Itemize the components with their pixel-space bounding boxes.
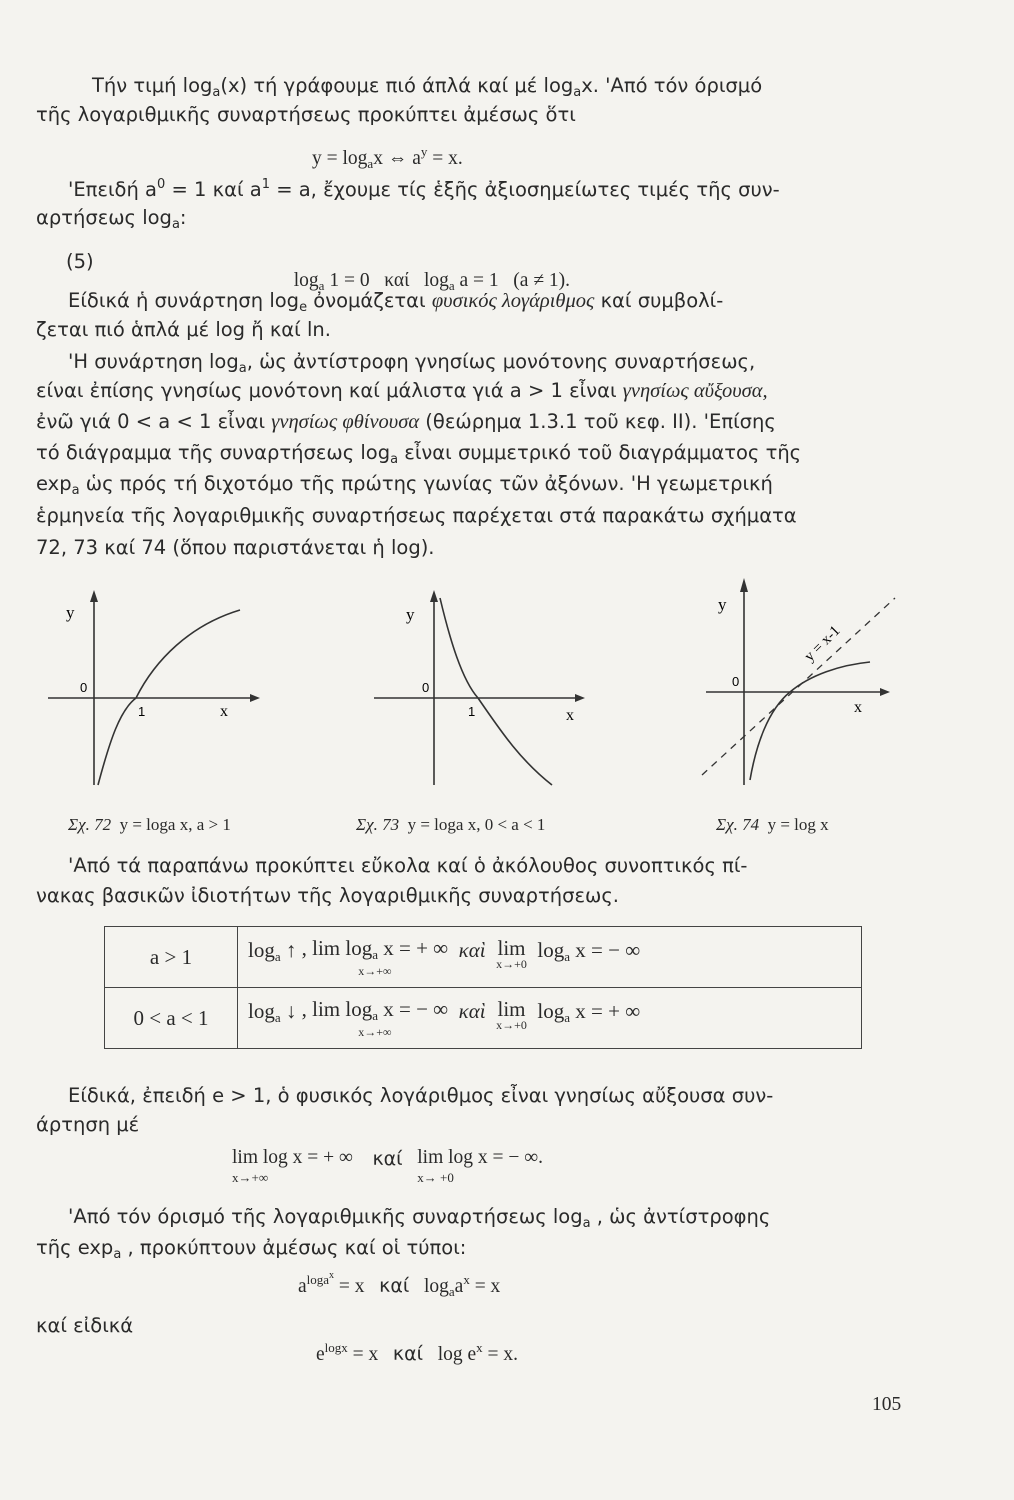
text-fragment: ὀνομάζεται <box>307 289 426 312</box>
text-line: τῆς λογαριθμικῆς συναρτήσεως προκύπτει ἀμέσως ὅτι <box>36 103 576 126</box>
text-line <box>36 1236 466 1262</box>
table-cell-condition: a > 1 <box>105 927 238 988</box>
text-fragment: log e <box>437 1344 477 1365</box>
limit-stack <box>496 996 527 1032</box>
text-line: 'Από τά παραπάνω προκύπτει εὔκολα καί ὁ ἀκόλουθος συνοπτικός πί- <box>68 854 748 877</box>
caption-text: y = loga x, 0 < a < 1 <box>407 815 546 834</box>
equation-label: (5) <box>66 250 94 273</box>
text-fragment: e <box>316 1344 325 1365</box>
text-fragment: x. 'Από τόν όρισμό <box>581 74 763 97</box>
superscript: x <box>476 1340 483 1355</box>
text-fragment: , lim log <box>301 935 373 960</box>
text-fragment: Τήν τιμή log <box>92 74 213 97</box>
limits-line <box>232 1148 543 1184</box>
decreasing-arrow-icon: ↓ <box>285 998 297 1023</box>
caption-72 <box>68 815 231 835</box>
x-label: x <box>566 707 574 724</box>
text-line <box>36 206 186 232</box>
caption-74 <box>716 815 829 835</box>
text-fragment: lim log x = − ∞. <box>417 1147 544 1168</box>
limit-stack <box>417 1148 543 1184</box>
text-line <box>36 379 768 403</box>
text-fragment: a <box>298 1276 307 1297</box>
text-fragment: = x. <box>427 148 463 169</box>
figure-74 <box>690 570 920 795</box>
text-fragment: x = + ∞ <box>378 935 449 960</box>
conjunction: καί <box>379 1275 410 1297</box>
text-fragment: (x) τή γράφουμε πιό άπλά καί μέ log <box>220 74 574 97</box>
text-line: καί εἰδικά <box>36 1314 134 1337</box>
text-fragment: , ὡς ἀντίστροφη γνησίως μονότονης συναρτήσεως, <box>246 350 756 373</box>
text-fragment: ἐνῶ γιά 0 < a < 1 εἶναι <box>36 410 266 433</box>
limit-subscript: x→+∞ <box>358 963 392 978</box>
caption-number: Σχ. 73 <box>356 815 400 834</box>
text-fragment: lim <box>497 935 526 960</box>
formula-line <box>316 1340 518 1366</box>
tick-label-1: 1 <box>468 704 476 719</box>
origin-label: 0 <box>80 680 88 695</box>
text-line <box>92 74 762 100</box>
text-fragment: lim log x = + ∞ <box>232 1147 353 1168</box>
italic-term: φυσικός λογάριθμος <box>431 290 595 312</box>
text-fragment: : <box>179 206 187 229</box>
x-axis-arrow <box>575 694 585 702</box>
limit-subscript: x→+0 <box>496 1017 527 1032</box>
text-line <box>36 410 776 434</box>
x-axis-arrow <box>880 688 890 696</box>
limit-subscript: x→ +0 <box>417 1170 454 1185</box>
subscript: a <box>113 1247 122 1262</box>
x-axis-arrow <box>250 694 260 702</box>
equation-line <box>312 144 463 172</box>
log-curve <box>750 662 870 780</box>
text-fragment: a = 1 (a ≠ 1). <box>454 270 571 291</box>
text-fragment: τῆς exp <box>36 1236 114 1259</box>
text-fragment: είναι ἐπίσης γνησίως μονότονη καί μάλιστα γιά a > 1 εἶναι <box>36 379 617 402</box>
text-line: άρτηση μέ <box>36 1113 140 1136</box>
figure-72 <box>40 580 270 795</box>
y-label: y <box>406 605 415 624</box>
text-line: 72, 73 καί 74 (ὅπου παριστάνεται ἡ log). <box>36 536 435 559</box>
text-fragment: , lim log <box>301 996 373 1021</box>
text-fragment: 'Η συνάρτηση log <box>68 350 239 373</box>
text-fragment: x = + ∞ <box>570 998 641 1023</box>
subscript: a <box>448 1284 455 1299</box>
conjunction: καὶ <box>458 937 486 962</box>
superscript: x <box>463 1272 470 1287</box>
subscript: a <box>274 1009 281 1025</box>
superscript: 1 <box>261 177 270 192</box>
subscript: a <box>582 1216 591 1231</box>
text-line: ζεται πιό ἁπλά μέ log ἤ καί ln. <box>36 318 331 341</box>
subscript: a <box>390 452 399 467</box>
limit-subscript: x→+∞ <box>358 1024 392 1039</box>
subscript: a <box>448 278 455 293</box>
subscript: a <box>367 156 374 171</box>
y-axis-arrow <box>740 578 748 592</box>
limit-stack <box>301 996 449 1039</box>
text-fragment: , προκύπτουν ἀμέσως καί οἱ τύποι: <box>121 1236 467 1259</box>
limit-stack <box>232 1148 353 1184</box>
text-line <box>36 441 801 467</box>
caption-text: y = log x <box>767 815 829 834</box>
text-fragment: a <box>454 1276 464 1297</box>
text-line <box>36 472 773 498</box>
x-label: x <box>220 703 228 720</box>
table-row <box>105 927 862 988</box>
text-fragment: 1 = 0 καί log <box>324 270 449 291</box>
text-fragment: log <box>537 937 565 962</box>
text-line <box>68 1205 770 1231</box>
subscript: e <box>299 300 308 315</box>
text-fragment: = 1 καί a <box>165 178 262 201</box>
subscript: a <box>564 1009 571 1025</box>
limit-subscript: x→+∞ <box>232 1170 269 1185</box>
text-fragment: log <box>248 937 275 962</box>
equation-line <box>284 248 570 294</box>
x-label: x <box>854 699 862 716</box>
caption-73 <box>356 815 545 835</box>
subscript: a <box>564 948 571 964</box>
superscript: 0 <box>157 177 166 192</box>
text-fragment: , ὡς ἀντίστροφης <box>590 1205 771 1228</box>
subscript: a <box>238 361 247 376</box>
figure-73 <box>370 580 600 795</box>
text-line: ἑρμηνεία τῆς λογαριθμικῆς συναρτήσεως παρέχεται στά παρακάτω σχήματα <box>36 504 797 527</box>
italic-term: γνησίως αὔξουσα, <box>622 380 768 402</box>
text-fragment: log <box>248 998 275 1023</box>
subscript: a <box>573 85 582 100</box>
text-fragment: = x <box>334 1276 365 1297</box>
y-label: y <box>66 603 75 622</box>
origin-label: 0 <box>732 674 740 689</box>
text-fragment: log <box>537 998 565 1023</box>
text-line <box>68 350 755 376</box>
text-fragment: log <box>293 270 319 291</box>
text-fragment: lim <box>497 996 526 1021</box>
log-curve <box>440 598 552 785</box>
page-number: 105 <box>872 1394 902 1415</box>
tick-label-1: 1 <box>138 704 146 719</box>
text-fragment: y = log <box>312 148 368 169</box>
table-cell-properties <box>238 988 862 1049</box>
caption-text: y = loga x, a > 1 <box>119 815 231 834</box>
text-fragment: = x <box>469 1276 501 1297</box>
limit-stack <box>496 935 527 971</box>
text-fragment: ὡς πρός τή διχοτόμο τῆς πρώτης γωνίας τῶν ἀξόνων. 'Η γεωμετρική <box>79 472 773 495</box>
text-fragment: x ⇔ a <box>373 148 421 169</box>
text-fragment: αρτήσεως log <box>36 206 172 229</box>
formula-line <box>298 1270 500 1300</box>
superscript: x <box>329 1270 335 1281</box>
subscript: a <box>372 946 378 962</box>
subscript: a <box>372 1007 378 1023</box>
superscript: logx <box>324 1340 348 1355</box>
text-line <box>68 177 780 201</box>
conjunction: καί <box>392 1343 424 1365</box>
y-label: y <box>718 595 727 614</box>
italic-term: γνησίως φθίνουσα <box>271 411 420 433</box>
text-fragment: x = − ∞ <box>570 937 641 962</box>
text-fragment: 'Από τόν όρισμό τῆς λογαριθμικῆς συναρτήσεως log <box>68 1205 583 1228</box>
text-fragment: x = − ∞ <box>378 996 449 1021</box>
text-fragment: exp <box>36 472 72 495</box>
caption-number: Σχ. 72 <box>68 815 112 834</box>
table-cell-condition: 0 < a < 1 <box>105 988 238 1049</box>
text-fragment: καί συμβολί- <box>600 289 724 312</box>
subscript: a <box>171 217 180 232</box>
increasing-arrow-icon: ↑ <box>285 937 297 962</box>
text-fragment: = x. <box>482 1344 519 1365</box>
text-fragment: = a, ἔχουμε τίς ἑξῆς ἀξιοσημείωτες τιμές τῆς συν- <box>270 178 780 201</box>
text-fragment: εἶναι συμμετρικό τοῦ διαγράμματος τῆς <box>398 441 802 464</box>
text-line: νακας βασικῶν ἰδιοτήτων τῆς λογαριθμικῆς συναρτήσεως. <box>36 884 619 907</box>
text-fragment: log <box>423 1276 449 1297</box>
text-fragment: = x <box>347 1344 379 1365</box>
subscript: a <box>274 948 281 964</box>
superscript: loga <box>306 1272 330 1287</box>
table-cell-properties <box>238 927 862 988</box>
table-row <box>105 988 862 1049</box>
subscript: a <box>212 85 221 100</box>
properties-table <box>104 926 862 1049</box>
subscript: a <box>71 483 80 498</box>
y-axis-arrow <box>90 590 98 602</box>
limit-stack <box>301 935 449 978</box>
text-line <box>68 289 723 315</box>
text-line: Είδικά, ἐπειδή e > 1, ὁ φυσικός λογάριθμος εἶναι γνησίως αὔξουσα συν- <box>68 1084 774 1107</box>
line-label: y = x-1 <box>801 622 844 665</box>
superscript: y <box>420 144 428 159</box>
conjunction: καὶ <box>458 998 486 1023</box>
subscript: a <box>318 278 325 293</box>
text-fragment: (θεώρημα 1.3.1 τοῦ κεφ. II). 'Επίσης <box>425 410 776 433</box>
caption-number: Σχ. 74 <box>716 815 760 834</box>
conjunction: καί <box>372 1148 403 1170</box>
origin-label: 0 <box>422 680 430 695</box>
text-fragment: τό διάγραμμα τῆς συναρτήσεως log <box>36 441 391 464</box>
y-axis-arrow <box>430 590 438 602</box>
text-fragment: Είδικά ἡ συνάρτηση log <box>68 289 300 312</box>
text-fragment: 'Επειδή a <box>68 178 157 201</box>
limit-subscript: x→+0 <box>496 956 527 971</box>
